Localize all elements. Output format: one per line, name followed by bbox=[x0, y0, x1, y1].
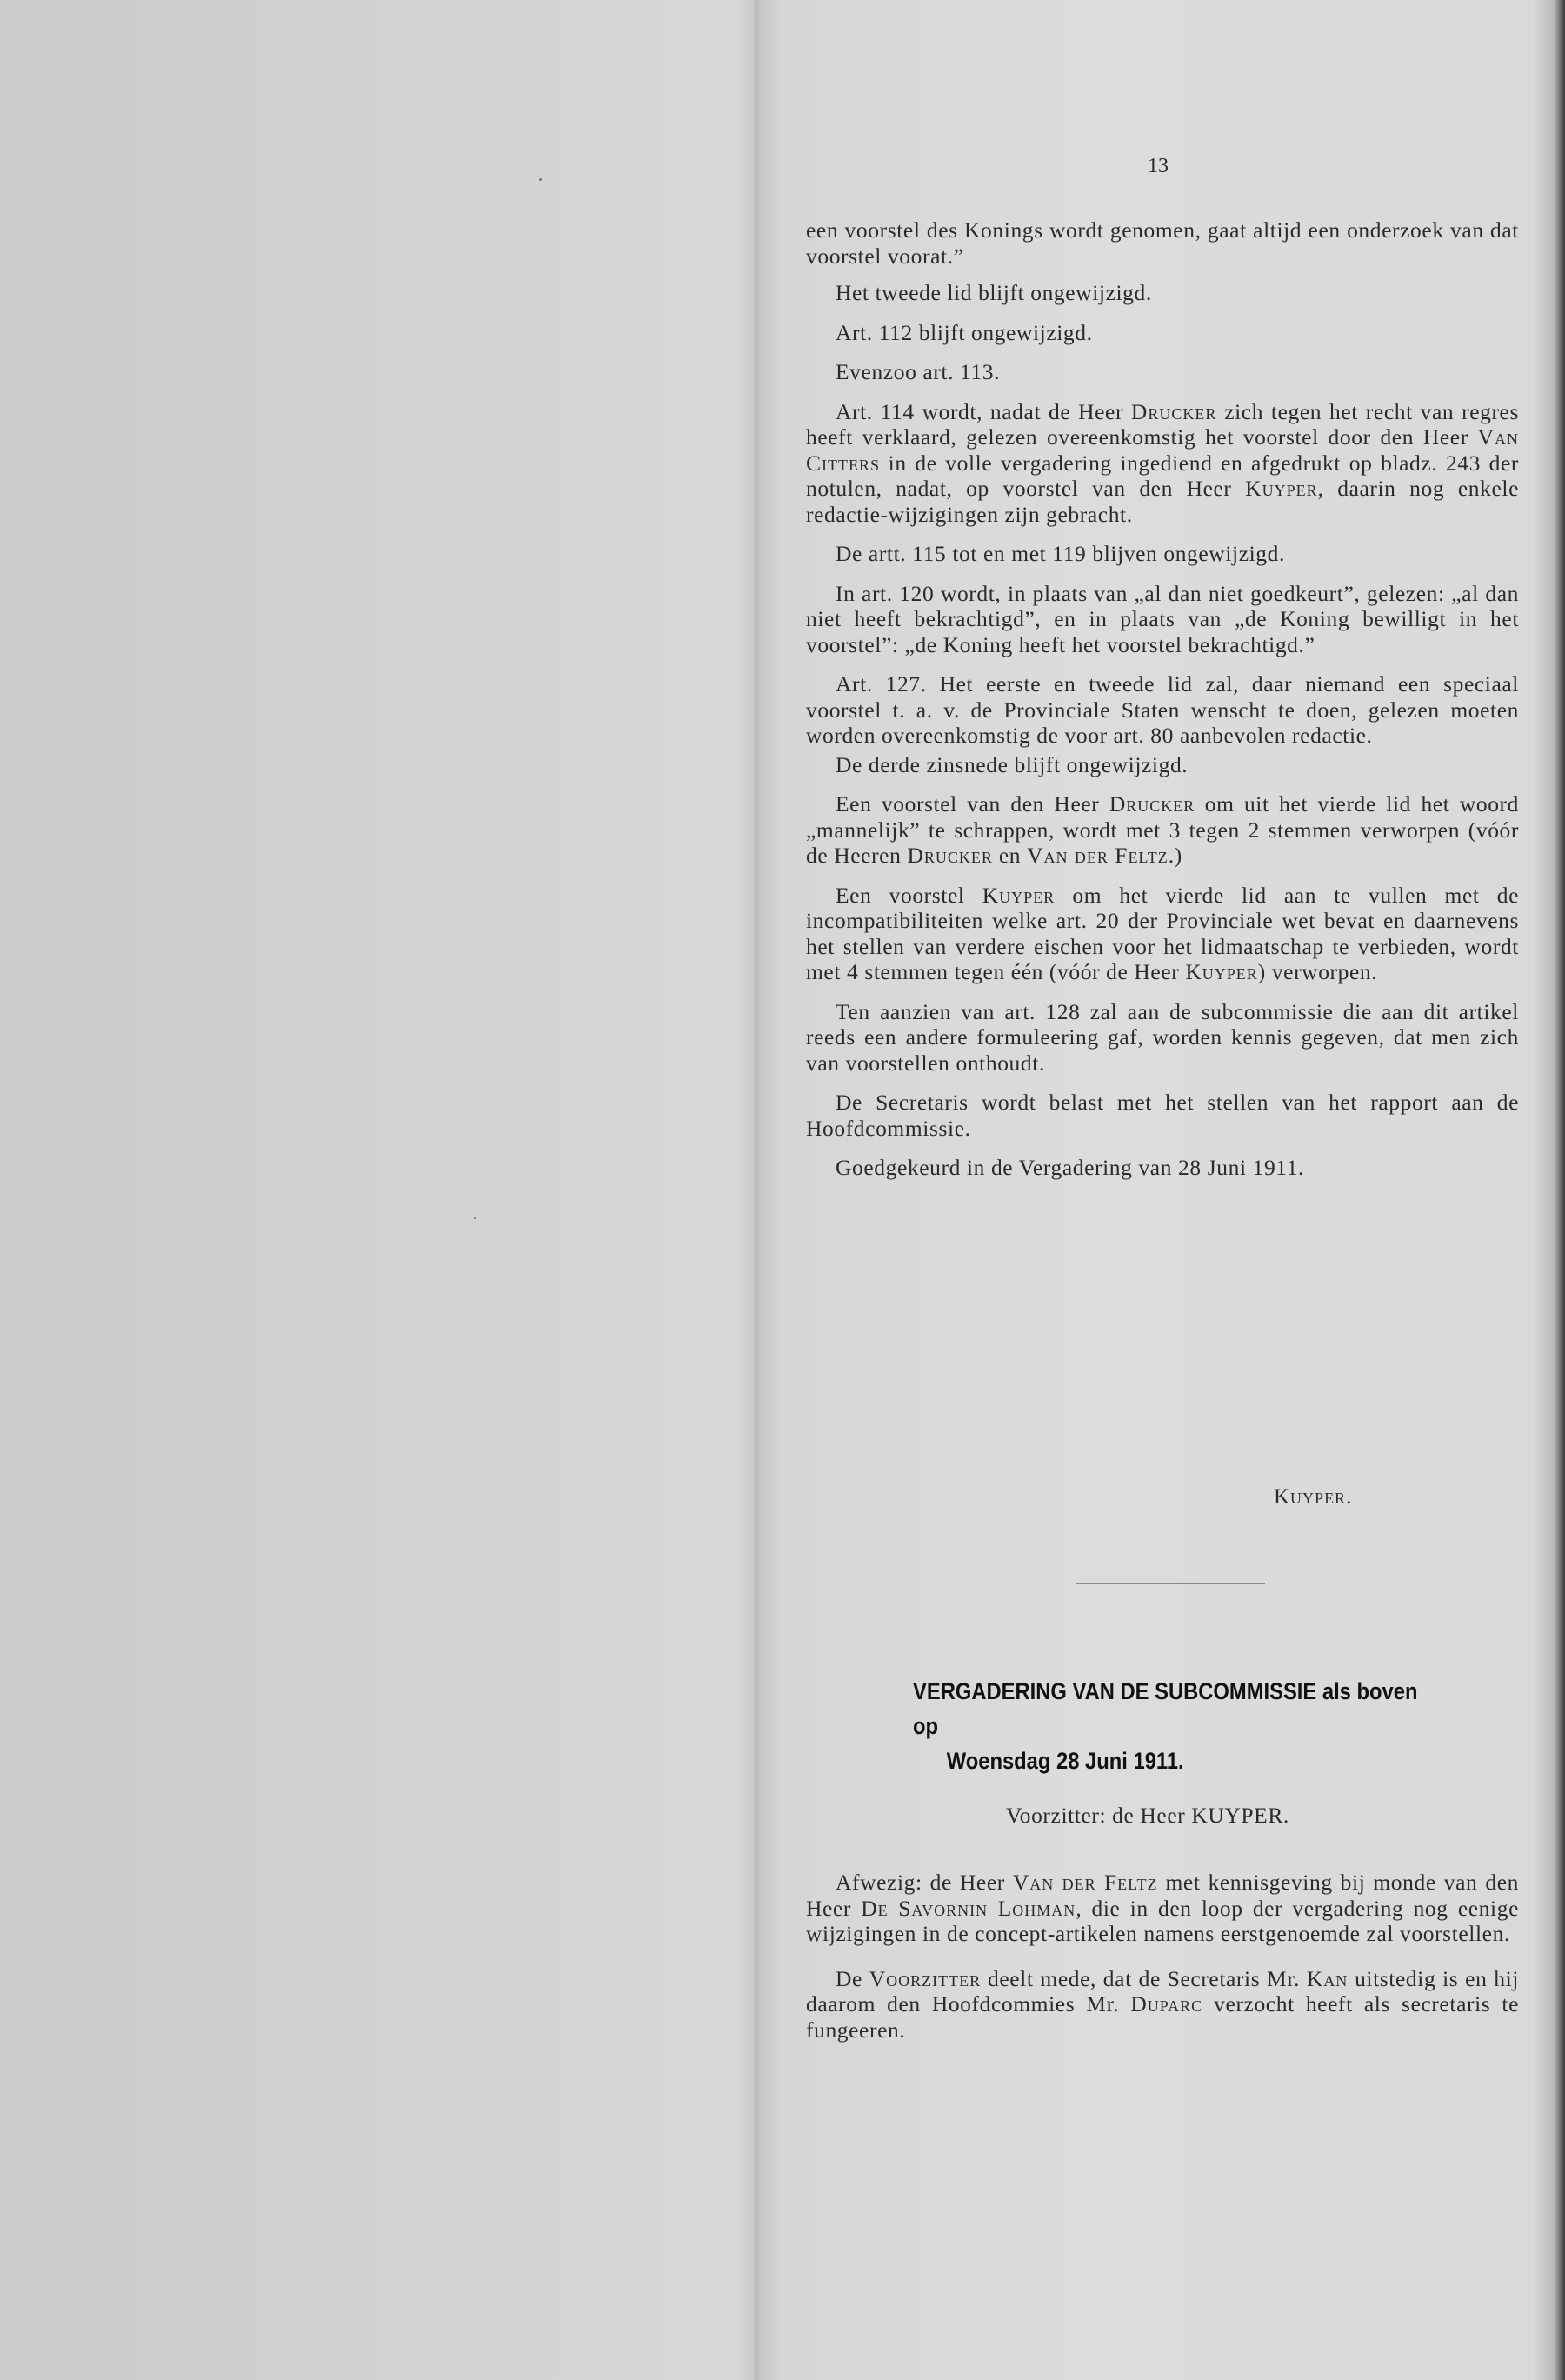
paragraph: De Secretaris wordt belast met het stellen van het rapport aan de Hoofdcommissie. bbox=[806, 1090, 1519, 1141]
dust-speck bbox=[474, 1217, 476, 1219]
person-name: Kuyper bbox=[982, 882, 1056, 908]
person-name: Kuyper bbox=[1245, 476, 1318, 501]
section-divider bbox=[1076, 1583, 1265, 1584]
chairman-line: Voorzitter: de Heer KUYPER. bbox=[1006, 1803, 1289, 1828]
paragraph: Art. 112 blijft ongewijzigd. bbox=[836, 319, 1093, 345]
dust-speck bbox=[539, 178, 542, 181]
page-number: 13 bbox=[1148, 155, 1169, 177]
person-name: Van Citters bbox=[806, 424, 1519, 476]
minutes-column bbox=[806, 217, 1519, 1181]
paragraph: Art. 114 wordt, nadat de Heer Drucker zich tegen het recht van regres heeft verklaard, gelezen overeenkomstig het voorstel door den Heer Van Citters in de volle vergadering ingediend en afgedrukt op bladz. 243 der notulen, nadat, op voorstel van den Heer Kuyper, daarin nog enkele redactie-wijzigingen zijn gebracht. bbox=[806, 398, 1520, 527]
paragraph: Art. 127. Het eerste en tweede lid zal, daar niemand een speciaal voorstel t. a. v. de Provinciale Staten wenscht te doen, gelezen moeten worden overeenkomstig de voor art. 80 aanbevolen redactie. bbox=[806, 671, 1519, 748]
person-name: Kuyper bbox=[1185, 959, 1258, 984]
paragraph: Een voorstel Kuyper om het vierde lid aan te vullen met de incompatibiliteiten welke art. 20 der Provinciale wet bevat en daarnevens het stellen van verdere eischen voor het lidmaatschap te verbieden, wordt met 4 stemmen tegen één (vóór de Heer Kuyper) verworpen. bbox=[806, 882, 1519, 984]
person-name: Voorzitter bbox=[869, 1965, 982, 1991]
paragraph: een voorstel des Konings wordt genomen, gaat altijd een onderzoek van dat voorstel voorat.” bbox=[806, 217, 1519, 269]
paragraph: De derde zinsnede blijft ongewijzigd. bbox=[836, 751, 1189, 777]
paragraph: Ten aanzien van art. 128 zal aan de subcommissie die aan dit artikel reeds een andere formuleering gaf, worden kennis gegeven, dat men zich van voorstellen onthoudt. bbox=[806, 998, 1519, 1076]
meeting-heading-title: VERGADERING VAN DE SUBCOMMISSIE bbox=[913, 1678, 1317, 1704]
meeting-heading-tail: als boven op bbox=[913, 1678, 1418, 1739]
page-crease bbox=[753, 0, 760, 2380]
meeting-date: Woensdag 28 Juni 1911. bbox=[946, 1748, 1184, 1774]
paragraph: Een voorstel van den Heer Drucker om uit het vierde lid het woord „mannelijk” te schrappen, wordt met 3 tegen 2 stemmen verworpen (vóór de Heeren Drucker en Van der Feltz.) bbox=[806, 791, 1519, 868]
paragraph: In art. 120 wordt, in plaats van „al dan niet goedkeurt”, gelezen: „al dan niet heeft bekrachtigd”, en in plaats van „de Koning bewilligt in het voorstel”: „de Koning heeft het voorstel bekrachtigd.” bbox=[806, 580, 1519, 657]
person-name: Van der Feltz bbox=[1027, 843, 1169, 868]
person-name: Drucker bbox=[1109, 791, 1195, 817]
paragraph: Evenzoo art. 113. bbox=[836, 359, 1001, 384]
meeting-heading bbox=[913, 1674, 1448, 1778]
person-name: De Savornin Lohman bbox=[861, 1895, 1076, 1921]
paragraph: Het tweede lid blijft ongewijzigd. bbox=[836, 280, 1152, 305]
paragraph: Afwezig: de Heer Van der Feltz met kennisgeving bij monde van den Heer De Savornin Lohman, die in den loop der vergadering nog eenige wijzigingen in de concept-artikelen namens eerstgenoemde zal voorstellen. bbox=[806, 1870, 1519, 1946]
person-name: Kan bbox=[1306, 1965, 1349, 1991]
person-name: Duparc bbox=[1130, 1991, 1203, 2017]
meeting-column bbox=[806, 1870, 1519, 2043]
person-name: Drucker bbox=[1130, 398, 1217, 424]
person-name: Van der Feltz bbox=[1012, 1870, 1158, 1895]
person-name: Drucker bbox=[907, 843, 993, 868]
signature: Kuyper. bbox=[1274, 1485, 1353, 1509]
paragraph: De Voorzitter deelt mede, dat de Secretaris Mr. Kan uitstedig is en hij daarom den Hoofdcommies Mr. Duparc verzocht heeft als secretaris te fungeeren. bbox=[806, 1965, 1519, 2043]
paragraph: De artt. 115 tot en met 119 blijven ongewijzigd. bbox=[836, 541, 1285, 566]
paragraph: Goedgekeurd in de Vergadering van 28 Juni 1911. bbox=[836, 1155, 1305, 1180]
